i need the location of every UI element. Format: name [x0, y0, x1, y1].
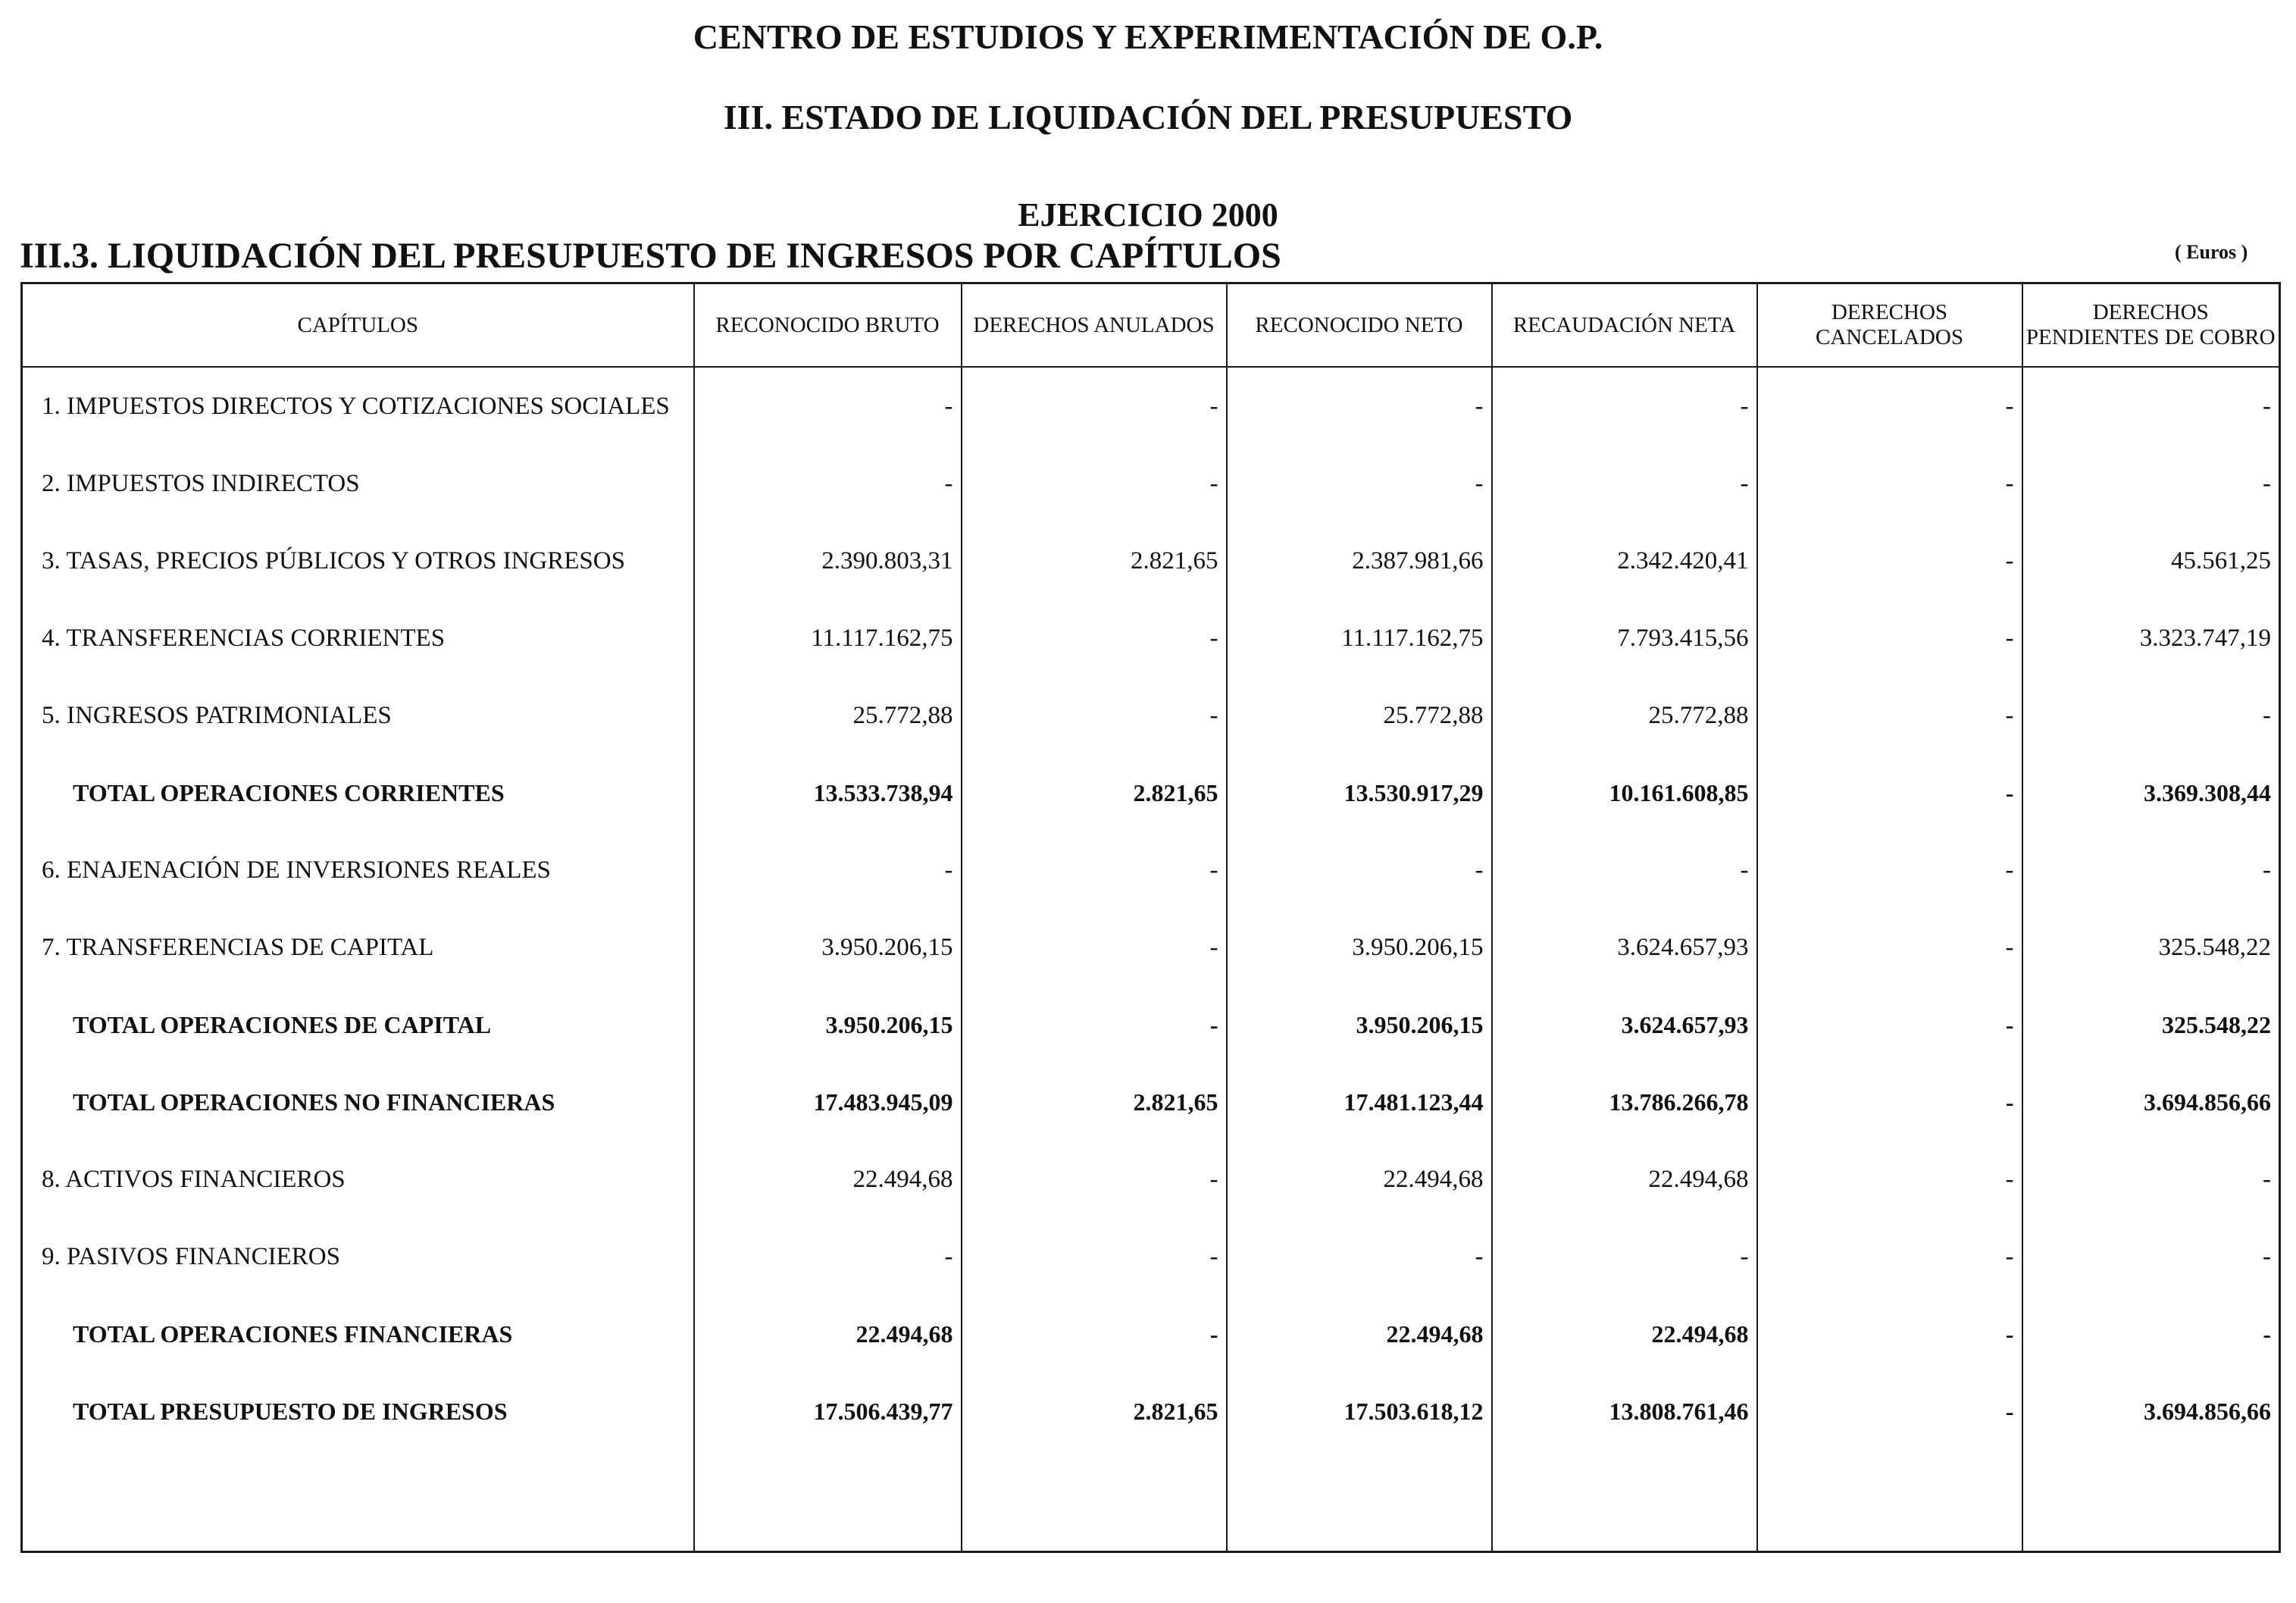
- cell-derechos-anulados: -: [962, 1218, 1227, 1295]
- row-label: 8. ACTIVOS FINANCIEROS: [22, 1141, 694, 1218]
- cell-reconocido-neto: -: [1227, 1218, 1492, 1295]
- cell-reconocido-neto: 25.772,88: [1227, 677, 1492, 754]
- cell-derechos-cancelados: -: [1757, 1063, 2022, 1141]
- cell-reconocido-bruto: 22.494,68: [694, 1295, 962, 1373]
- cell-reconocido-bruto: 13.533.738,94: [694, 754, 962, 831]
- cell-reconocido-bruto: -: [694, 831, 962, 909]
- cell-derechos-anulados: -: [962, 1141, 1227, 1218]
- cell-reconocido-bruto: 17.506.439,77: [694, 1373, 962, 1450]
- cell-reconocido-bruto: 25.772,88: [694, 677, 962, 754]
- cell-derechos-anulados: -: [962, 367, 1227, 445]
- table-total-row: [22, 986, 2280, 1063]
- cell-reconocido-neto: 22.494,68: [1227, 1141, 1492, 1218]
- cell-reconocido-bruto: -: [694, 1218, 962, 1295]
- table-row: [22, 445, 2280, 522]
- row-label: 5. INGRESOS PATRIMONIALES: [22, 677, 694, 754]
- cell-recaudacion-neta: -: [1492, 367, 1757, 445]
- cell-derechos-pendientes-de-cobro: -: [2022, 1141, 2280, 1218]
- empty-cell: [1492, 1450, 1757, 1552]
- cell-derechos-pendientes-de-cobro: 325.548,22: [2022, 986, 2280, 1063]
- row-label: 4. TRANSFERENCIAS CORRIENTES: [22, 600, 694, 677]
- cell-derechos-pendientes-de-cobro: 3.694.856,66: [2022, 1373, 2280, 1450]
- cell-derechos-cancelados: -: [1757, 909, 2022, 986]
- report-title: III. ESTADO DE LIQUIDACIÓN DEL PRESUPUESTO: [723, 98, 1573, 136]
- empty-cell: [2022, 1450, 2280, 1552]
- table-filler-row: [22, 1450, 2280, 1552]
- cell-recaudacion-neta: 2.342.420,41: [1492, 522, 1757, 600]
- cell-derechos-cancelados: -: [1757, 677, 2022, 754]
- row-label: TOTAL OPERACIONES FINANCIERAS: [22, 1295, 694, 1373]
- row-label: 1. IMPUESTOS DIRECTOS Y COTIZACIONES SOCIALES: [22, 367, 694, 445]
- cell-derechos-pendientes-de-cobro: 3.369.308,44: [2022, 754, 2280, 831]
- column-header-reconocido-bruto: RECONOCIDO BRUTO: [694, 283, 962, 368]
- units-label: ( Euros ): [2175, 241, 2248, 263]
- cell-reconocido-bruto: 22.494,68: [694, 1141, 962, 1218]
- cell-derechos-pendientes-de-cobro: 3.323.747,19: [2022, 600, 2280, 677]
- cell-recaudacion-neta: 7.793.415,56: [1492, 600, 1757, 677]
- cell-reconocido-neto: 22.494,68: [1227, 1295, 1492, 1373]
- table-row: [22, 600, 2280, 677]
- table-row: [22, 909, 2280, 986]
- fiscal-year-title: EJERCICIO 2000: [1018, 196, 1278, 233]
- table-header-row: [22, 283, 2280, 368]
- cell-reconocido-bruto: 3.950.206,15: [694, 986, 962, 1063]
- table-row: [22, 831, 2280, 909]
- cell-derechos-cancelados: -: [1757, 1373, 2022, 1450]
- table-row: [22, 367, 2280, 445]
- cell-derechos-cancelados: -: [1757, 831, 2022, 909]
- cell-derechos-anulados: 2.821,65: [962, 754, 1227, 831]
- cell-reconocido-bruto: 3.950.206,15: [694, 909, 962, 986]
- cell-recaudacion-neta: 13.808.761,46: [1492, 1373, 1757, 1450]
- empty-cell: [962, 1450, 1227, 1552]
- column-header-capitulos: CAPÍTULOS: [22, 283, 694, 368]
- cell-recaudacion-neta: 3.624.657,93: [1492, 986, 1757, 1063]
- cell-reconocido-neto: 17.481.123,44: [1227, 1063, 1492, 1141]
- cell-derechos-cancelados: -: [1757, 522, 2022, 600]
- cell-reconocido-bruto: -: [694, 367, 962, 445]
- cell-derechos-cancelados: -: [1757, 986, 2022, 1063]
- cell-recaudacion-neta: 13.786.266,78: [1492, 1063, 1757, 1141]
- empty-cell: [1757, 1450, 2022, 1552]
- row-label: 2. IMPUESTOS INDIRECTOS: [22, 445, 694, 522]
- column-header-derechos-cancelados: DERECHOS CANCELADOS: [1757, 283, 2022, 368]
- cell-reconocido-neto: 2.387.981,66: [1227, 522, 1492, 600]
- cell-derechos-pendientes-de-cobro: -: [2022, 367, 2280, 445]
- cell-reconocido-neto: -: [1227, 831, 1492, 909]
- row-label: TOTAL OPERACIONES DE CAPITAL: [22, 986, 694, 1063]
- cell-recaudacion-neta: -: [1492, 445, 1757, 522]
- cell-reconocido-neto: 11.117.162,75: [1227, 600, 1492, 677]
- cell-reconocido-bruto: -: [694, 445, 962, 522]
- column-header-derechos-anulados: DERECHOS ANULADOS: [962, 283, 1227, 368]
- cell-recaudacion-neta: 22.494,68: [1492, 1295, 1757, 1373]
- table-total-row: [22, 1373, 2280, 1450]
- cell-derechos-anulados: -: [962, 1295, 1227, 1373]
- cell-derechos-pendientes-de-cobro: 45.561,25: [2022, 522, 2280, 600]
- cell-reconocido-bruto: 11.117.162,75: [694, 600, 962, 677]
- table-total-row: [22, 1295, 2280, 1373]
- cell-recaudacion-neta: 10.161.608,85: [1492, 754, 1757, 831]
- cell-derechos-anulados: -: [962, 600, 1227, 677]
- institution-title: CENTRO DE ESTUDIOS Y EXPERIMENTACIÓN DE O.P.: [693, 17, 1603, 56]
- column-header-derechos-pendientes-de-cobro: DERECHOS PENDIENTES DE COBRO: [2022, 283, 2280, 368]
- table-row: [22, 1218, 2280, 1295]
- table-total-row: [22, 754, 2280, 831]
- cell-reconocido-bruto: 17.483.945,09: [694, 1063, 962, 1141]
- empty-cell: [22, 1450, 694, 1552]
- cell-reconocido-bruto: 2.390.803,31: [694, 522, 962, 600]
- table-row: [22, 522, 2280, 600]
- table-total-row: [22, 1063, 2280, 1141]
- cell-derechos-anulados: 2.821,65: [962, 1063, 1227, 1141]
- table-row: [22, 1141, 2280, 1218]
- cell-reconocido-neto: 3.950.206,15: [1227, 986, 1492, 1063]
- cell-recaudacion-neta: 25.772,88: [1492, 677, 1757, 754]
- cell-derechos-pendientes-de-cobro: -: [2022, 831, 2280, 909]
- table-body: [22, 367, 2280, 1552]
- row-label: 7. TRANSFERENCIAS DE CAPITAL: [22, 909, 694, 986]
- row-label: TOTAL PRESUPUESTO DE INGRESOS: [22, 1373, 694, 1450]
- row-label: TOTAL OPERACIONES NO FINANCIERAS: [22, 1063, 694, 1141]
- cell-derechos-anulados: 2.821,65: [962, 522, 1227, 600]
- cell-reconocido-neto: 3.950.206,15: [1227, 909, 1492, 986]
- cell-recaudacion-neta: -: [1492, 831, 1757, 909]
- row-label: TOTAL OPERACIONES CORRIENTES: [22, 754, 694, 831]
- cell-derechos-cancelados: -: [1757, 600, 2022, 677]
- cell-derechos-pendientes-de-cobro: 325.548,22: [2022, 909, 2280, 986]
- cell-derechos-anulados: -: [962, 909, 1227, 986]
- cell-derechos-cancelados: -: [1757, 754, 2022, 831]
- column-header-recaudacion-neta: RECAUDACIÓN NETA: [1492, 283, 1757, 368]
- column-header-reconocido-neto: RECONOCIDO NETO: [1227, 283, 1492, 368]
- cell-derechos-cancelados: -: [1757, 1218, 2022, 1295]
- section-title: III.3. LIQUIDACIÓN DEL PRESUPUESTO DE INGRESOS POR CAPÍTULOS: [20, 236, 1281, 276]
- cell-reconocido-neto: -: [1227, 445, 1492, 522]
- cell-recaudacion-neta: -: [1492, 1218, 1757, 1295]
- cell-reconocido-neto: 17.503.618,12: [1227, 1373, 1492, 1450]
- budget-revenue-table: [20, 282, 2281, 1553]
- cell-derechos-anulados: -: [962, 831, 1227, 909]
- cell-reconocido-neto: 13.530.917,29: [1227, 754, 1492, 831]
- table-row: [22, 677, 2280, 754]
- cell-derechos-cancelados: -: [1757, 367, 2022, 445]
- cell-derechos-anulados: 2.821,65: [962, 1373, 1227, 1450]
- row-label: 9. PASIVOS FINANCIEROS: [22, 1218, 694, 1295]
- cell-derechos-anulados: -: [962, 986, 1227, 1063]
- cell-derechos-pendientes-de-cobro: -: [2022, 1218, 2280, 1295]
- row-label: 3. TASAS, PRECIOS PÚBLICOS Y OTROS INGRESOS: [22, 522, 694, 600]
- cell-derechos-pendientes-de-cobro: 3.694.856,66: [2022, 1063, 2280, 1141]
- cell-recaudacion-neta: 22.494,68: [1492, 1141, 1757, 1218]
- cell-derechos-cancelados: -: [1757, 1295, 2022, 1373]
- cell-derechos-cancelados: -: [1757, 1141, 2022, 1218]
- cell-derechos-pendientes-de-cobro: -: [2022, 445, 2280, 522]
- cell-derechos-pendientes-de-cobro: -: [2022, 677, 2280, 754]
- cell-recaudacion-neta: 3.624.657,93: [1492, 909, 1757, 986]
- cell-derechos-anulados: -: [962, 445, 1227, 522]
- empty-cell: [694, 1450, 962, 1552]
- cell-derechos-cancelados: -: [1757, 445, 2022, 522]
- cell-derechos-pendientes-de-cobro: -: [2022, 1295, 2280, 1373]
- empty-cell: [1227, 1450, 1492, 1552]
- cell-reconocido-neto: -: [1227, 367, 1492, 445]
- cell-derechos-anulados: -: [962, 677, 1227, 754]
- row-label: 6. ENAJENACIÓN DE INVERSIONES REALES: [22, 831, 694, 909]
